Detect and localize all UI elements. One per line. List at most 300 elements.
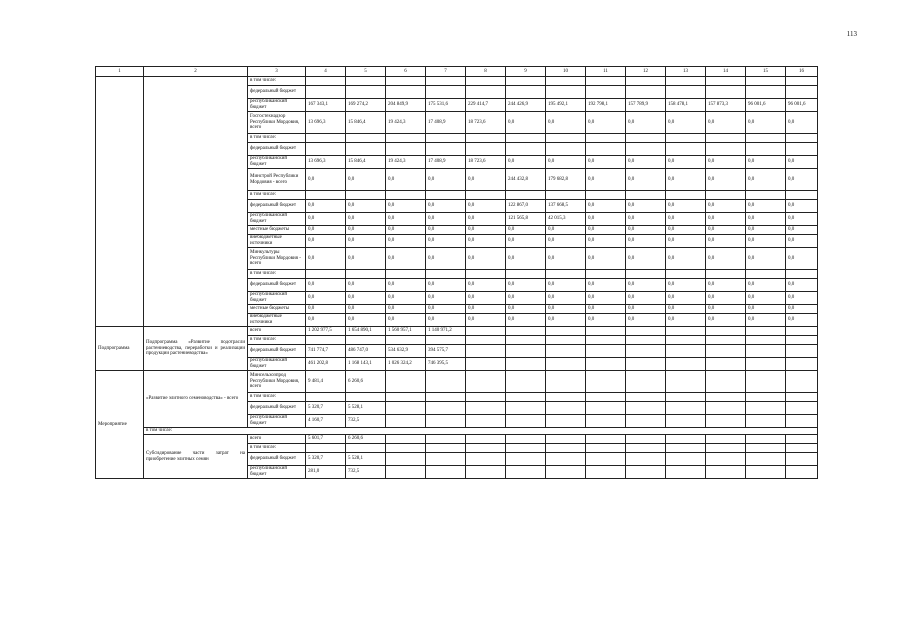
value-cell: 0,0 — [706, 213, 746, 226]
value-cell: 15 846,4 — [346, 112, 386, 134]
value-cell — [386, 453, 426, 466]
column-header: 9 — [506, 67, 546, 77]
value-cell — [466, 393, 506, 402]
value-cell — [746, 402, 786, 415]
value-cell — [426, 466, 466, 479]
value-cell — [626, 453, 666, 466]
value-cell — [786, 345, 818, 358]
value-cell — [426, 134, 466, 143]
value-cell — [546, 466, 586, 479]
value-cell: 0,0 — [426, 292, 466, 305]
value-cell — [666, 327, 706, 336]
value-cell: 6 260,6 — [346, 435, 386, 444]
value-cell — [466, 77, 506, 86]
value-cell: 0,0 — [466, 235, 506, 248]
value-cell: 17 408,9 — [426, 112, 466, 134]
header-row — [96, 67, 818, 77]
note-cell: в том числе: — [144, 428, 818, 435]
value-cell: 0,0 — [586, 156, 626, 169]
value-cell — [546, 358, 586, 371]
value-cell — [546, 336, 586, 345]
value-cell — [386, 86, 426, 99]
row-label: Минстрой Республики Мордовия - всего — [248, 169, 306, 191]
value-cell — [786, 415, 818, 428]
value-cell: 0,0 — [666, 213, 706, 226]
value-cell — [786, 466, 818, 479]
value-cell — [626, 336, 666, 345]
value-cell — [586, 402, 626, 415]
row-label: республиканский бюджет — [248, 358, 306, 371]
value-cell: 0,0 — [506, 112, 546, 134]
value-cell — [786, 77, 818, 86]
column-header: 8 — [466, 67, 506, 77]
value-cell: 0,0 — [426, 235, 466, 248]
value-cell — [426, 371, 466, 393]
value-cell — [626, 402, 666, 415]
value-cell — [666, 134, 706, 143]
value-cell: 0,0 — [666, 248, 706, 270]
value-cell — [706, 435, 746, 444]
value-cell — [746, 415, 786, 428]
value-cell: 0,0 — [506, 248, 546, 270]
value-cell — [586, 393, 626, 402]
value-cell — [666, 435, 706, 444]
value-cell — [706, 393, 746, 402]
row-label: федеральный бюджет — [248, 200, 306, 213]
value-cell: 0,0 — [386, 200, 426, 213]
row-label: в том числе: — [248, 134, 306, 143]
value-cell — [306, 191, 346, 200]
value-cell: 0,0 — [306, 279, 346, 292]
value-cell: 0,0 — [386, 279, 426, 292]
value-cell: 0,0 — [346, 314, 386, 327]
value-cell: 0,0 — [626, 235, 666, 248]
value-cell: 0,0 — [666, 226, 706, 235]
value-cell: 0,0 — [746, 213, 786, 226]
value-cell — [386, 191, 426, 200]
value-cell: 13 696,3 — [306, 156, 346, 169]
value-cell — [426, 270, 466, 279]
value-cell: 0,0 — [706, 226, 746, 235]
value-cell: 0,0 — [706, 156, 746, 169]
value-cell: 0,0 — [546, 292, 586, 305]
value-cell: 0,0 — [426, 226, 466, 235]
value-cell — [786, 444, 818, 453]
value-cell: 486 747,0 — [346, 345, 386, 358]
value-cell — [466, 453, 506, 466]
value-cell — [666, 191, 706, 200]
value-cell — [586, 466, 626, 479]
value-cell — [746, 86, 786, 99]
value-cell — [546, 453, 586, 466]
value-cell — [546, 435, 586, 444]
value-cell: 0,0 — [466, 169, 506, 191]
value-cell: 0,0 — [626, 314, 666, 327]
value-cell — [506, 270, 546, 279]
value-cell — [386, 402, 426, 415]
value-cell — [666, 77, 706, 86]
value-cell — [666, 453, 706, 466]
value-cell — [386, 143, 426, 156]
value-cell — [546, 402, 586, 415]
value-cell: 0,0 — [546, 226, 586, 235]
value-cell: 244 426,9 — [506, 99, 546, 112]
value-cell — [306, 393, 346, 402]
value-cell: 0,0 — [786, 169, 818, 191]
value-cell — [506, 191, 546, 200]
value-cell — [786, 453, 818, 466]
value-cell: 0,0 — [666, 305, 706, 314]
value-cell: 158 478,1 — [666, 99, 706, 112]
value-cell: 0,0 — [586, 169, 626, 191]
value-cell: 0,0 — [346, 305, 386, 314]
value-cell — [786, 402, 818, 415]
value-cell — [346, 270, 386, 279]
value-cell — [706, 444, 746, 453]
value-cell: 1 168 143,1 — [346, 358, 386, 371]
value-cell — [426, 415, 466, 428]
value-cell — [626, 77, 666, 86]
value-cell — [706, 336, 746, 345]
value-cell — [666, 143, 706, 156]
value-cell: 17 408,9 — [426, 156, 466, 169]
value-cell: 0,0 — [306, 305, 346, 314]
value-cell — [546, 134, 586, 143]
value-cell: 5 528,1 — [346, 402, 386, 415]
value-cell: 0,0 — [786, 156, 818, 169]
value-cell — [666, 345, 706, 358]
value-cell — [586, 336, 626, 345]
table-header — [96, 67, 818, 77]
value-cell — [306, 444, 346, 453]
value-cell: 5 601,7 — [306, 435, 346, 444]
value-cell — [466, 270, 506, 279]
value-cell: 0,0 — [586, 279, 626, 292]
subprogram-type-cell: Подпрограмма — [96, 327, 144, 371]
value-cell — [506, 402, 546, 415]
value-cell: 192 798,1 — [586, 99, 626, 112]
value-cell — [346, 191, 386, 200]
value-cell — [786, 270, 818, 279]
value-cell — [706, 453, 746, 466]
value-cell: 137 668,5 — [546, 200, 586, 213]
value-cell — [386, 270, 426, 279]
measure-type-cell: Мероприятие — [96, 371, 144, 479]
value-cell: 0,0 — [626, 156, 666, 169]
value-cell: 0,0 — [466, 292, 506, 305]
value-cell — [546, 371, 586, 393]
value-cell — [506, 466, 546, 479]
column-header: 6 — [386, 67, 426, 77]
column-header: 15 — [746, 67, 786, 77]
table-body — [96, 77, 818, 479]
value-cell — [746, 270, 786, 279]
value-cell: 0,0 — [426, 213, 466, 226]
value-cell — [426, 336, 466, 345]
column-header: 13 — [666, 67, 706, 77]
value-cell — [586, 444, 626, 453]
value-cell: 0,0 — [306, 213, 346, 226]
value-cell — [506, 358, 546, 371]
value-cell: 0,0 — [626, 226, 666, 235]
value-cell: 0,0 — [666, 156, 706, 169]
value-cell: 0,0 — [506, 292, 546, 305]
value-cell — [466, 345, 506, 358]
row-label: Госгостехнадзор Республики Мордовия, всего — [248, 112, 306, 134]
value-cell — [506, 336, 546, 345]
value-cell: 167 343,1 — [306, 99, 346, 112]
value-cell: 0,0 — [386, 314, 426, 327]
column-header: 4 — [306, 67, 346, 77]
value-cell — [346, 444, 386, 453]
value-cell: 0,0 — [306, 200, 346, 213]
value-cell — [666, 86, 706, 99]
value-cell — [586, 415, 626, 428]
value-cell: 0,0 — [386, 305, 426, 314]
row-label: всего — [248, 327, 306, 336]
value-cell: 0,0 — [706, 169, 746, 191]
value-cell — [386, 444, 426, 453]
value-cell — [546, 415, 586, 428]
value-cell — [466, 435, 506, 444]
row-label: в том числе: — [248, 336, 306, 345]
value-cell: 244 432,8 — [506, 169, 546, 191]
value-cell — [506, 77, 546, 86]
table-row — [96, 428, 818, 435]
value-cell: 741 774,7 — [306, 345, 346, 358]
value-cell — [786, 435, 818, 444]
page-number: 113 — [846, 30, 857, 38]
value-cell: 0,0 — [586, 314, 626, 327]
value-cell — [586, 371, 626, 393]
value-cell: 157 873,3 — [706, 99, 746, 112]
value-cell — [346, 86, 386, 99]
value-cell — [506, 327, 546, 336]
value-cell: 0,0 — [386, 235, 426, 248]
value-cell: 5 528,1 — [346, 453, 386, 466]
value-cell — [386, 371, 426, 393]
value-cell — [626, 371, 666, 393]
value-cell — [426, 444, 466, 453]
row-label: республиканский бюджет — [248, 466, 306, 479]
value-cell: 175 531,6 — [426, 99, 466, 112]
value-cell — [466, 143, 506, 156]
value-cell — [386, 77, 426, 86]
row-label: федеральный бюджет — [248, 345, 306, 358]
column-header: 7 — [426, 67, 466, 77]
value-cell — [666, 393, 706, 402]
value-cell — [346, 143, 386, 156]
value-cell — [786, 86, 818, 99]
value-cell — [626, 435, 666, 444]
value-cell — [546, 270, 586, 279]
value-cell: 732,5 — [346, 466, 386, 479]
value-cell — [586, 270, 626, 279]
column-header: 5 — [346, 67, 386, 77]
value-cell — [426, 435, 466, 444]
value-cell: 0,0 — [626, 169, 666, 191]
value-cell — [786, 143, 818, 156]
value-cell: 0,0 — [746, 200, 786, 213]
value-cell — [746, 393, 786, 402]
value-cell — [346, 393, 386, 402]
value-cell — [386, 466, 426, 479]
value-cell — [786, 134, 818, 143]
value-cell: 179 682,8 — [546, 169, 586, 191]
value-cell: 0,0 — [346, 279, 386, 292]
value-cell: 0,0 — [426, 279, 466, 292]
row-label: в том числе: — [248, 393, 306, 402]
row-label: внебюджетные источники — [248, 314, 306, 327]
value-cell: 121 565,8 — [506, 213, 546, 226]
value-cell: 0,0 — [626, 279, 666, 292]
value-cell — [586, 435, 626, 444]
value-cell — [666, 415, 706, 428]
value-cell: 0,0 — [666, 235, 706, 248]
value-cell — [466, 86, 506, 99]
value-cell — [586, 453, 626, 466]
row-label: федеральный бюджет — [248, 453, 306, 466]
value-cell — [386, 134, 426, 143]
value-cell: 0,0 — [586, 200, 626, 213]
measure-name-cell: «Развитие элитного семеноводства» - всего — [144, 371, 248, 428]
value-cell: 0,0 — [506, 314, 546, 327]
value-cell: 0,0 — [666, 112, 706, 134]
row-label: республиканский бюджет — [248, 156, 306, 169]
value-cell — [626, 444, 666, 453]
value-cell: 0,0 — [626, 200, 666, 213]
value-cell: 5 320,7 — [306, 453, 346, 466]
value-cell: 0,0 — [786, 226, 818, 235]
value-cell — [746, 358, 786, 371]
value-cell — [546, 444, 586, 453]
value-cell — [546, 327, 586, 336]
value-cell: 0,0 — [466, 200, 506, 213]
value-cell — [546, 393, 586, 402]
value-cell: 157 789,9 — [626, 99, 666, 112]
value-cell: 0,0 — [786, 248, 818, 270]
value-cell — [706, 345, 746, 358]
value-cell — [746, 345, 786, 358]
value-cell: 0,0 — [346, 235, 386, 248]
value-cell: 0,0 — [746, 112, 786, 134]
row-label: Минсельхозпрод Республики Мордовия, всего — [248, 371, 306, 393]
value-cell — [666, 402, 706, 415]
value-cell — [426, 402, 466, 415]
value-cell: 0,0 — [546, 314, 586, 327]
row-label: местные бюджеты — [248, 226, 306, 235]
value-cell: 0,0 — [586, 112, 626, 134]
value-cell: 0,0 — [546, 112, 586, 134]
value-cell — [426, 393, 466, 402]
value-cell: 18 723,6 — [466, 112, 506, 134]
value-cell — [346, 134, 386, 143]
value-cell — [586, 358, 626, 371]
value-cell: 461 202,8 — [306, 358, 346, 371]
value-cell — [746, 453, 786, 466]
column-header: 10 — [546, 67, 586, 77]
value-cell — [626, 466, 666, 479]
value-cell: 0,0 — [386, 169, 426, 191]
value-cell — [466, 371, 506, 393]
value-cell: 0,0 — [626, 305, 666, 314]
value-cell — [666, 270, 706, 279]
value-cell: 0,0 — [386, 213, 426, 226]
value-cell: 0,0 — [386, 226, 426, 235]
value-cell — [306, 134, 346, 143]
value-cell: 0,0 — [786, 279, 818, 292]
column-header: 3 — [248, 67, 306, 77]
value-cell: 0,0 — [746, 226, 786, 235]
value-cell: 19 424,3 — [386, 112, 426, 134]
table-row — [96, 327, 818, 336]
value-cell: 0,0 — [706, 200, 746, 213]
value-cell — [466, 327, 506, 336]
value-cell: 0,0 — [426, 169, 466, 191]
column-header: 2 — [144, 67, 248, 77]
value-cell — [506, 134, 546, 143]
value-cell: 746 395,5 — [426, 358, 466, 371]
value-cell: 0,0 — [786, 305, 818, 314]
value-cell: 0,0 — [346, 292, 386, 305]
value-cell — [706, 143, 746, 156]
value-cell: 42 015,3 — [546, 213, 586, 226]
value-cell: 15 846,4 — [346, 156, 386, 169]
value-cell: 0,0 — [586, 292, 626, 305]
value-cell: 0,0 — [546, 248, 586, 270]
row-label: республиканский бюджет — [248, 292, 306, 305]
value-cell — [546, 143, 586, 156]
value-cell: 394 575,7 — [426, 345, 466, 358]
value-cell — [546, 86, 586, 99]
value-cell — [586, 191, 626, 200]
value-cell: 96 001,6 — [786, 99, 818, 112]
value-cell — [666, 358, 706, 371]
value-cell: 0,0 — [586, 213, 626, 226]
value-cell: 0,0 — [466, 248, 506, 270]
value-cell: 0,0 — [706, 314, 746, 327]
value-cell: 122 867,0 — [506, 200, 546, 213]
value-cell — [746, 134, 786, 143]
value-cell: 9 481,4 — [306, 371, 346, 393]
value-cell — [466, 134, 506, 143]
value-cell: 0,0 — [586, 235, 626, 248]
value-cell: 0,0 — [306, 169, 346, 191]
value-cell: 0,0 — [746, 248, 786, 270]
value-cell: 0,0 — [426, 200, 466, 213]
value-cell — [706, 402, 746, 415]
value-cell: 0,0 — [586, 226, 626, 235]
column-header: 12 — [626, 67, 666, 77]
value-cell — [546, 191, 586, 200]
value-cell — [746, 77, 786, 86]
row-label: республиканский бюджет — [248, 213, 306, 226]
budget-table — [95, 66, 818, 479]
value-cell: 0,0 — [506, 279, 546, 292]
value-cell — [786, 336, 818, 345]
subsidy-name-cell: Субсидирование части затрат на приобретение элитных семян — [144, 435, 248, 479]
column-header: 11 — [586, 67, 626, 77]
value-cell — [426, 77, 466, 86]
value-cell: 0,0 — [306, 235, 346, 248]
value-cell — [786, 191, 818, 200]
value-cell: 0,0 — [466, 314, 506, 327]
row-label: местные бюджеты — [248, 305, 306, 314]
value-cell: 0,0 — [466, 279, 506, 292]
value-cell — [506, 393, 546, 402]
value-cell: 0,0 — [546, 279, 586, 292]
value-cell: 1 140 971,2 — [426, 327, 466, 336]
